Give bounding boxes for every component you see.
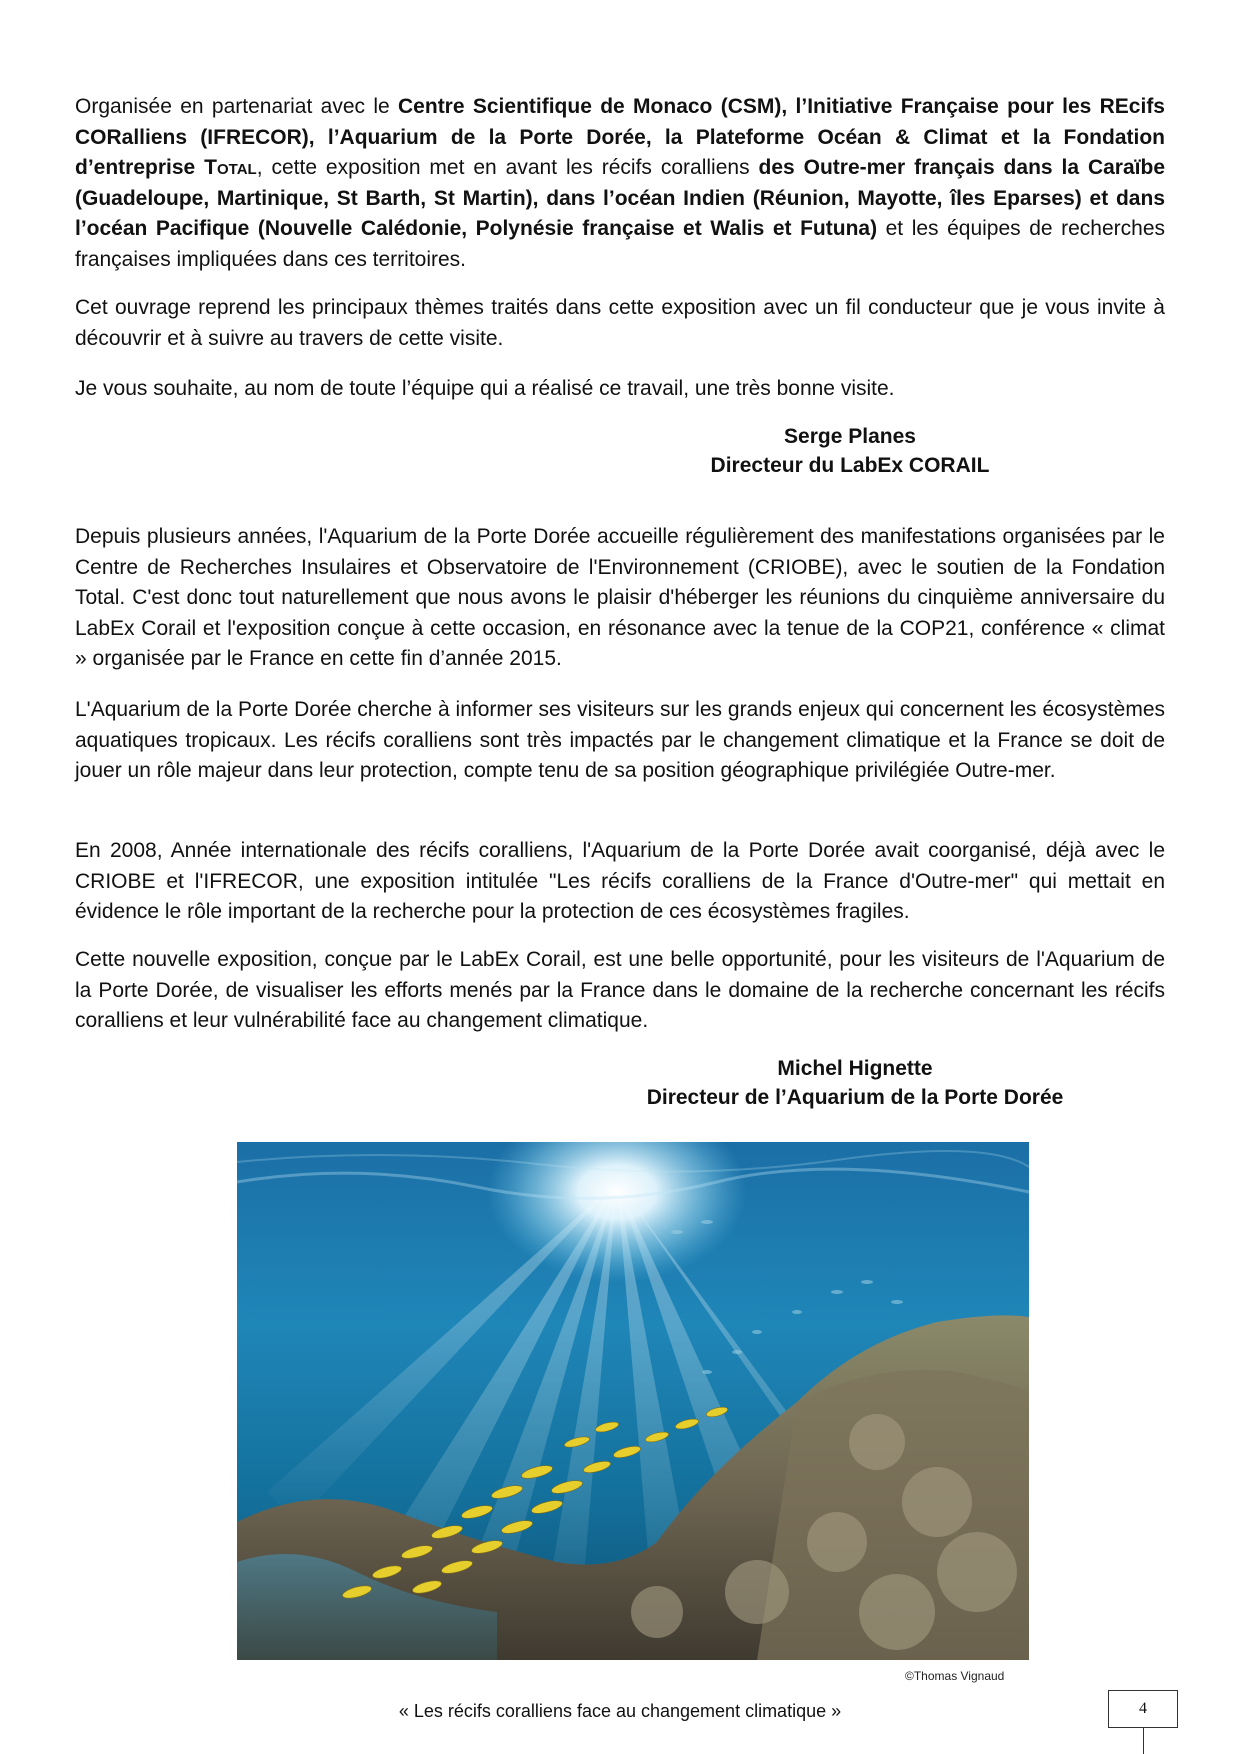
signature-planes [700,422,1000,480]
paragraph-6: En 2008, Année internationale des récifs coralliens, l'Aquarium de la Porte Dorée avait coorganisé, déjà avec le CRIOBE et l'IFRECOR, une exposition intitulée "Les récifs coralliens de la France d'Outre-mer" qui mettait en évidence le rôle important de la recherche pour la protection de ces écosystèmes fragiles. [75,839,1165,923]
paragraph-7: Cette nouvelle exposition, conçue par le LabEx Corail, est une belle opportunité, pour les visiteurs de l'Aquarium de la Porte Dorée, de visualiser les efforts menés par la France dans le domaine de la recherche concernant les récifs coralliens et leur vulnérabilité face au changement climatique. [75,948,1165,1032]
page-number-divider [1143,1728,1144,1754]
intro-territories-bold: des Outre-mer français dans la Caraïbe (Guadeloupe, Martinique, St Barth, St Martin), dans l’océan Indien (Réunion, Mayotte, îles Eparses) et dans l’océan Pacifique (Nouvelle Calédonie, Polynésie française et Walis et Futuna) [75,156,1165,240]
paragraph-3: Je vous souhaite, au nom de toute l’équipe qui a réalisé ce travail, une très bonne visite. [75,377,895,400]
page-number-value: 4 [1139,1700,1147,1717]
footer-title: « Les récifs coralliens face au changement climatique » [398,1701,842,1721]
paragraph-4: Depuis plusieurs années, l'Aquarium de la Porte Dorée accueille régulièrement des manifestations organisées par le Centre de Recherches Insulaires et Observatoire de l'Environnement (CRIOBE), avec le soutien de la Fondation Total. C'est donc tout naturellement que nous avons le plaisir d'héberger les réunions du cinquième anniversaire du LabEx Corail et l'exposition conçue à cette occasion, en résonance avec la tenue de la COP21, conférence « climat » organisée par le France en cette fin d’année 2015. [75,525,1165,670]
intro-paragraph [75,92,1165,275]
intro-text-3: et les équipes de recherches françaises impliquées dans ces territoires. [75,217,1165,271]
photo-credit: ©Thomas Vignaud [905,1669,1005,1683]
intro-text-2: , cette exposition met en avant les récifs coralliens [256,156,759,179]
intro-partners-bold: Centre Scientifique de Monaco (CSM), l’Initiative Française pour les REcifs CORalliens (IFRECOR), l’Aquarium de la Porte Dorée, la Plateforme Océan & Climat et la Fondation d’entreprise [75,95,1165,179]
paragraph-2: Cet ouvrage reprend les principaux thèmes traités dans cette exposition avec un fil conducteur que je vous invite à découvrir et à suivre au travers de cette visite. [75,296,1165,350]
intro-total-bold: Total [204,156,257,179]
signature-planes-name: Serge Planes [784,425,916,448]
signature-hignette-title: Directeur de l’Aquarium de la Porte Dorée [646,1086,1064,1109]
intro-text-1: Organisée en partenariat avec le [75,95,399,118]
signature-planes-title: Directeur du LabEx CORAIL [710,454,990,477]
coral-reef-photo [237,1142,1029,1660]
signature-hignette [585,1054,1125,1112]
paragraph-5: L'Aquarium de la Porte Dorée cherche à informer ses visiteurs sur les grands enjeux qui concernent les écosystèmes aquatiques tropicaux. Les récifs coralliens sont très impactés par le changement climatique et la France se doit de jouer un rôle majeur dans leur protection, compte tenu de sa position géographique privilégiée Outre-mer. [75,698,1165,782]
page-number [1108,1690,1178,1728]
signature-hignette-name: Michel Hignette [777,1057,933,1080]
